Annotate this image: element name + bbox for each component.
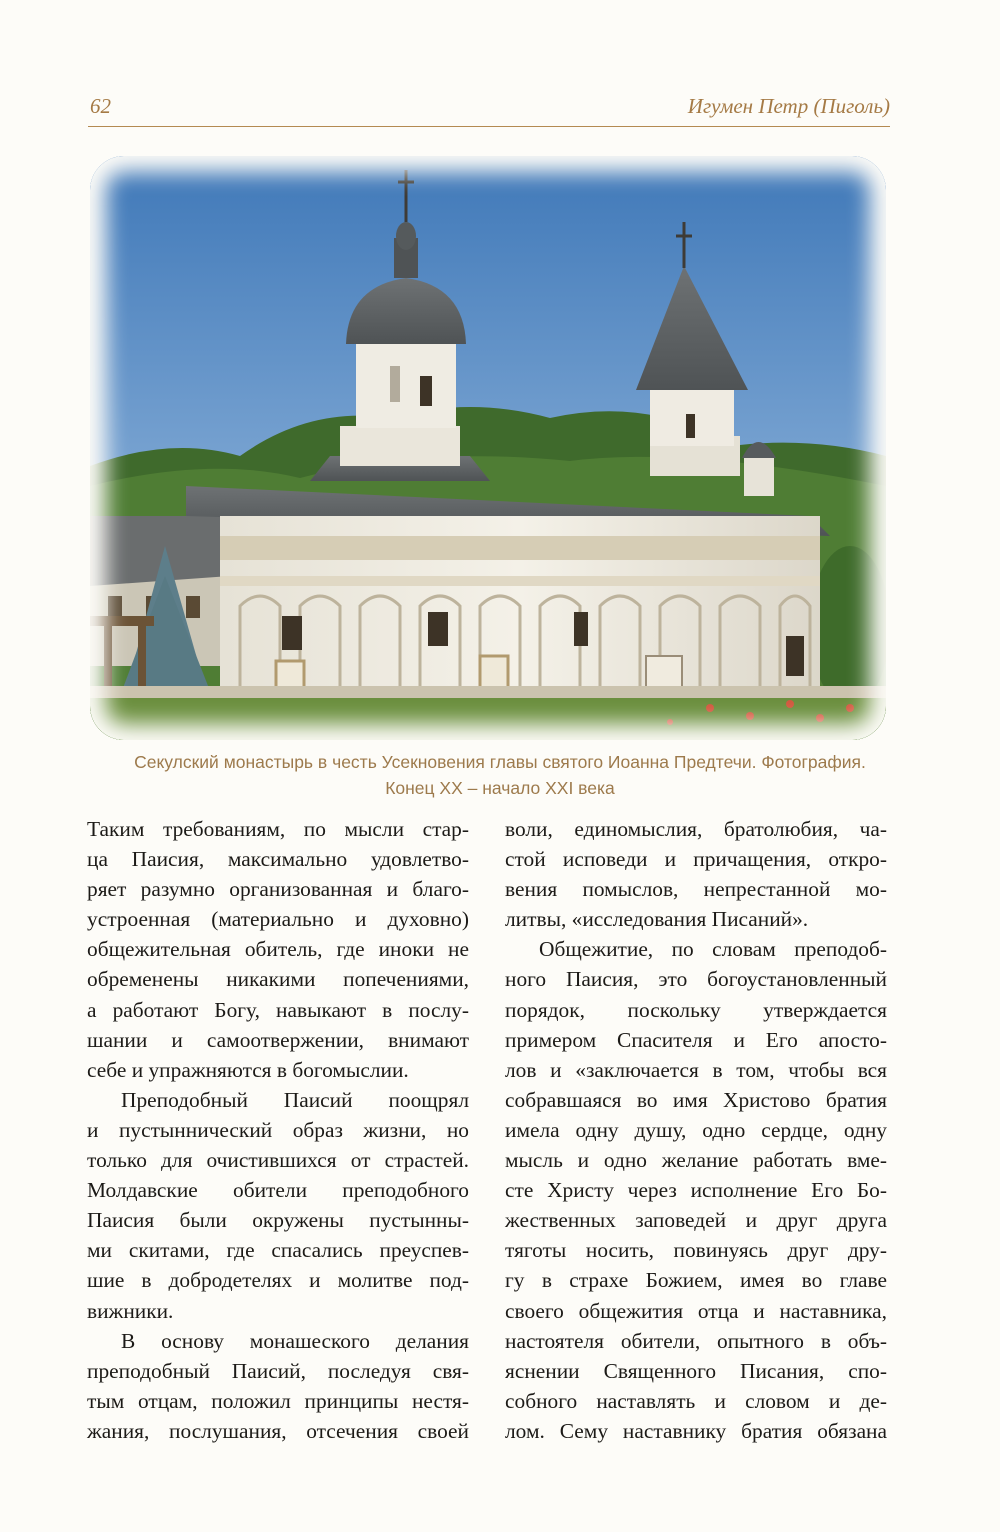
text-line: собравшаяся во имя Христово братия [505,1087,887,1112]
running-header [88,92,890,127]
text-line: собного наставлять и словом и де- [505,1388,887,1413]
text-line: ного Паисия, это богоустановленный [505,967,887,992]
text-line: тым отцам, положил принципы нестя- [87,1388,469,1413]
text-line: В основу монашеского делания [121,1328,469,1353]
text-line: лом. Сему наставнику братия обязана [505,1418,887,1443]
running-title: Игумен Петр (Пиголь) [687,94,890,118]
text-line: воли, единомыслия, братолюбия, ча- [505,817,887,841]
text-line: Общежитие, по словам преподоб- [539,937,887,962]
text-line: а работают Богу, навыкают в послу- [87,997,469,1022]
text-line: устроенная (материально и духовно) [87,907,469,932]
text-line: себе и упражняются в богомыслии. [87,1057,409,1082]
caption-line: Конец XX – начало XXI века [385,778,615,798]
monastery-illustration [90,156,886,740]
text-line: только для очистившихся от страстей. [87,1148,469,1173]
text-line: ряет разумно организованная и благо- [87,877,469,902]
text-line: лов и «заключается в том, чтобы вся [505,1057,887,1082]
text-line: вижники. [87,1298,174,1323]
text-line: жания, послушания, отсечения своей [87,1418,469,1443]
text-line: жественных заповедей и друг друга [505,1208,887,1233]
monastery-photo [90,156,886,740]
text-line: преподобный Паисий, последуя свя- [87,1358,469,1383]
text-column-right [505,814,887,1446]
text-line: тяготы носить, повинуясь друг дру- [505,1238,887,1263]
text-line: Молдавские обители преподобного [87,1178,469,1203]
text-line: порядок, поскольку утверждается [505,997,887,1022]
text-line: имела одну душу, одно сердце, одну [505,1117,887,1142]
text-line: примером Спасителя и Его апосто- [505,1027,887,1052]
text-line: сте Христу через исполнение Его Бо- [505,1178,887,1203]
text-column-left [87,814,469,1446]
text-line: обременены никакими попечениями, [87,967,469,992]
text-line: ца Паисия, максимально удовлетво- [87,847,469,872]
text-line: Таким требованиям, по мысли стар- [87,817,469,841]
text-line: мысль и одно желание работать вме- [505,1148,887,1173]
text-line: Преподобный Паисий поощрял [121,1087,469,1112]
page-number: 62 [90,94,111,118]
text-line: шие в добродетелях и молитве под- [87,1268,469,1293]
text-line: ми скитами, где спасались преуспев- [87,1238,469,1263]
text-line: настоятеля обители, опытного в объ- [505,1328,887,1353]
text-line: своего общежития отца и наставника, [505,1298,887,1323]
text-line: яснении Священного Писания, спо- [505,1358,887,1383]
text-line: шании и самоотвержении, внимают [87,1027,469,1052]
text-line: литвы, «исследования Писаний». [505,907,809,932]
photo-caption [70,749,930,801]
text-line: и пустыннический образ жизни, но [87,1117,469,1142]
text-line: общежительная обитель, где иноки не [87,937,469,962]
text-line: стой исповеди и причащения, откро- [505,847,887,872]
caption-line: Секулский монастырь в честь Усекновения главы святого Иоанна Предтечи. Фотография. [134,752,866,772]
text-line: Паисия были окружены пустынны- [87,1208,469,1233]
text-line: гу в страхе Божием, имея во главе [505,1268,887,1293]
text-line: вения помыслов, непрестанной мо- [505,877,887,902]
